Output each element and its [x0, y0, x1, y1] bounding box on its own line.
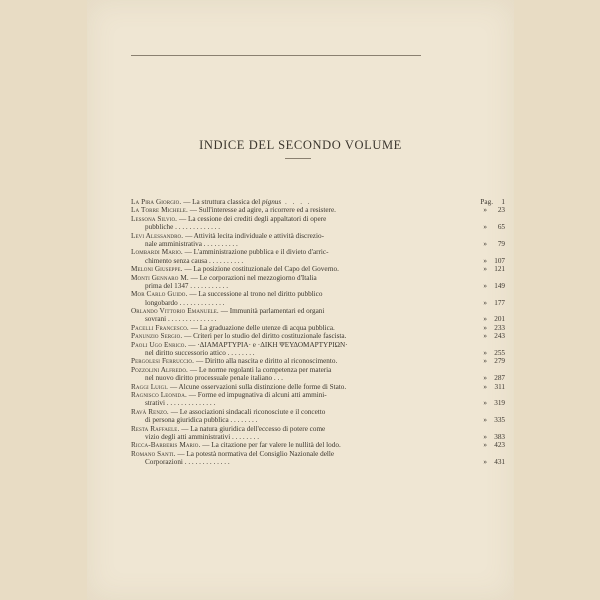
entry-title: nel nuovo diritto processuale penale italiano . . .	[145, 374, 283, 383]
index-line	[131, 215, 505, 223]
index-entry	[131, 274, 505, 291]
index-line	[131, 366, 505, 374]
page-number: 233	[494, 323, 505, 332]
ditto-mark: »	[483, 206, 487, 215]
index-entry	[131, 408, 505, 425]
index-entry	[131, 290, 505, 307]
entry-author: La Pira Giorgio.	[131, 198, 184, 206]
entry-title: — La graduazione delle utenze di acqua pubblica.	[190, 323, 335, 332]
entry-author: Meloni Giuseppe.	[131, 265, 185, 274]
index-entry	[131, 341, 505, 358]
index-entry	[131, 215, 505, 232]
page-number: 423	[494, 441, 505, 450]
document-page	[87, 0, 514, 600]
page-number: 177	[494, 298, 505, 307]
page-number: 149	[494, 281, 505, 290]
index-entry	[131, 206, 505, 214]
entry-author: La Torre Michele.	[131, 206, 190, 215]
index-line	[131, 257, 505, 265]
entry-title: — Le corporazioni nel mezzogiorno d'Italia	[190, 273, 317, 282]
page-number: 383	[494, 432, 505, 441]
index-line	[131, 383, 505, 391]
entry-title: — La posizione costituzionale del Capo del Governo.	[184, 265, 339, 274]
ditto-mark: »	[483, 441, 487, 450]
entry-title: — Alcune osservazioni sulla distinzione delle forme di Stato.	[169, 382, 347, 391]
ditto-mark: »	[483, 357, 487, 366]
page-number: 23	[497, 206, 505, 215]
pag-label: Pag.	[480, 198, 493, 206]
entry-author: Mor Carlo Guido.	[131, 290, 190, 299]
ditto-mark: »	[483, 265, 487, 274]
entry-title: sovrani . . . . . . . . . . . . . .	[145, 315, 217, 324]
entry-title: — Diritto alla nascita e diritto al riconoscimento.	[195, 357, 338, 366]
entry-author: Monti Gennaro M.	[131, 273, 191, 282]
entry-author: Pozzolini Alfredo.	[131, 365, 190, 374]
entry-title: — Attività lecita individuale e attività discrezio-	[185, 231, 324, 240]
page-number: 121	[494, 265, 505, 274]
ditto-mark: »	[483, 223, 487, 232]
ditto-mark: »	[483, 432, 487, 441]
entry-author: Ravà Renzo.	[131, 407, 171, 416]
entry-author: Lombardi Mario.	[131, 248, 185, 257]
ditto-mark: »	[483, 416, 487, 425]
index-line	[131, 425, 505, 433]
ditto-mark: »	[483, 399, 487, 408]
entry-title: pubbliche . . . . . . . . . . . . .	[145, 223, 221, 232]
ditto-mark: »	[483, 332, 487, 341]
ditto-mark: »	[483, 298, 487, 307]
index-entry	[131, 441, 505, 449]
entry-author: Levi Alessandro.	[131, 231, 186, 240]
top-rule	[131, 55, 421, 56]
index-line	[131, 290, 505, 298]
index-line	[131, 374, 505, 382]
entry-author: Raggi Luigi.	[131, 382, 170, 391]
index-entry	[131, 198, 505, 206]
index-line	[131, 433, 505, 441]
page-number: 431	[494, 458, 505, 467]
page-number: 255	[494, 349, 505, 358]
index-line	[131, 240, 505, 248]
index-line	[131, 416, 505, 424]
index-line	[131, 458, 505, 466]
page-number: 279	[494, 357, 505, 366]
entry-title: — La struttura classica del	[183, 198, 263, 206]
page-number: 243	[494, 332, 505, 341]
entry-title: — La successione al trono nel diritto pubblico	[189, 290, 323, 299]
entry-author: Resta Raffaele.	[131, 424, 182, 433]
index-entry	[131, 366, 505, 383]
ditto-mark: »	[483, 256, 487, 265]
index-line	[131, 341, 505, 349]
leader-dots: . . . .	[281, 198, 312, 206]
entry-author: Ricca-Barberis Mario.	[131, 441, 203, 450]
entry-title: prima del 1347 . . . . . . . . . . .	[145, 281, 229, 290]
entry-title: Corporazioni . . . . . . . . . . . . .	[145, 458, 230, 467]
entry-title: — La natura giuridica dell'eccesso di potere come	[181, 424, 326, 433]
page-number: 335	[494, 416, 505, 425]
index-line	[131, 324, 505, 332]
index-entry	[131, 307, 505, 324]
index-entry	[131, 332, 505, 340]
entry-title: — Sull'interesse ad agire, a ricorrere ed a resistere.	[189, 206, 336, 215]
index-entry	[131, 248, 505, 265]
entry-author: Pacelli Francesco.	[131, 323, 191, 332]
index-line	[131, 282, 505, 290]
entry-title: nale amministrativa . . . . . . . . . .	[145, 239, 238, 248]
page-number: 1	[501, 198, 505, 206]
index-entry	[131, 391, 505, 408]
index-entry	[131, 357, 505, 365]
index-entry	[131, 425, 505, 442]
index-entry	[131, 232, 505, 249]
ditto-mark: »	[483, 374, 487, 383]
entry-title: — Forme ed impugnativa di alcuni atti ammini-	[188, 390, 327, 399]
index-entries	[131, 198, 505, 467]
page-number: 65	[497, 223, 505, 232]
index-line	[131, 307, 505, 315]
entry-title: — ·ΔΙΑΜΑΡΤΥΡΙΑ· e ·ΔΙΚΗ ΨΕΥΔΟΜΑΡΤΥΡΙΩΝ·	[188, 340, 348, 349]
index-line	[131, 391, 505, 399]
entry-author: Pergolesi Ferruccio.	[131, 357, 196, 366]
index-line	[131, 357, 505, 365]
index-line	[131, 332, 505, 340]
index-line	[131, 349, 505, 357]
page-number: 311	[494, 382, 505, 391]
index-line	[131, 265, 505, 273]
entry-title: strativi . . . . . . . . . . . . . .	[145, 399, 216, 408]
entry-title: — Le norme regolanti la competenza per materia	[189, 365, 332, 374]
index-entry	[131, 324, 505, 332]
entry-title: di persona giuridica pubblica . . . . . . . .	[145, 416, 258, 425]
index-line	[131, 232, 505, 240]
index-line	[131, 198, 505, 206]
index-line	[131, 408, 505, 416]
entry-title: — Le associazioni sindacali riconosciute e il concetto	[170, 407, 326, 416]
index-line	[131, 315, 505, 323]
entry-author: Orlando Vittorio Emanuele.	[131, 307, 221, 316]
ditto-mark: »	[483, 239, 487, 248]
entry-title: — La potestà normativa del Consiglio Nazionale delle	[177, 449, 335, 458]
entry-author: Lessona Silvio.	[131, 214, 179, 223]
entry-author: Panunzio Sergio.	[131, 332, 185, 341]
title-rule	[285, 158, 311, 159]
ditto-mark: »	[483, 323, 487, 332]
ditto-mark: »	[483, 349, 487, 358]
index-line	[131, 223, 505, 231]
index-line	[131, 441, 505, 449]
entry-title-italic: pignus	[262, 198, 282, 206]
index-line	[131, 450, 505, 458]
entry-title: — Immunità parlamentari ed organi	[220, 307, 325, 316]
entry-title: longobardo . . . . . . . . . . . . .	[145, 298, 225, 307]
entry-title: — L'amministrazione pubblica e il divieto d'arric-	[184, 248, 329, 257]
ditto-mark: »	[483, 281, 487, 290]
ditto-mark: »	[483, 458, 487, 467]
index-line	[131, 399, 505, 407]
index-line	[131, 299, 505, 307]
index-line	[131, 248, 505, 256]
entry-title: nel diritto successorio attico . . . . . . . .	[145, 349, 255, 358]
index-entry	[131, 383, 505, 391]
entry-title: — Criteri per lo studio del diritto costituzionale fascista.	[184, 332, 347, 341]
entry-author: Ragnisco Leonida.	[131, 390, 189, 399]
page-number: 287	[494, 374, 505, 383]
index-entry	[131, 265, 505, 273]
entry-author: Paoli Ugo Enrico.	[131, 340, 189, 349]
index-line	[131, 206, 505, 214]
page-number: 107	[494, 256, 505, 265]
entry-title: — La cessione dei crediti degli appaltatori di opere	[178, 214, 327, 223]
entry-author: Romano Santi.	[131, 449, 178, 458]
index-line	[131, 274, 505, 282]
page-number: 319	[494, 399, 505, 408]
page-number: 201	[494, 315, 505, 324]
ditto-mark: »	[483, 315, 487, 324]
ditto-mark: »	[483, 382, 487, 391]
entry-title: chimento senza causa . . . . . . . . . .	[145, 256, 244, 265]
entry-title: — La citazione per far valere le nullità del lodo.	[202, 441, 341, 450]
entry-title: vizio degli atti amministrativi . . . . . . . .	[145, 432, 259, 441]
page-number: 79	[497, 239, 505, 248]
page-title: INDICE DEL SECONDO VOLUME	[199, 138, 402, 152]
index-entry	[131, 450, 505, 467]
